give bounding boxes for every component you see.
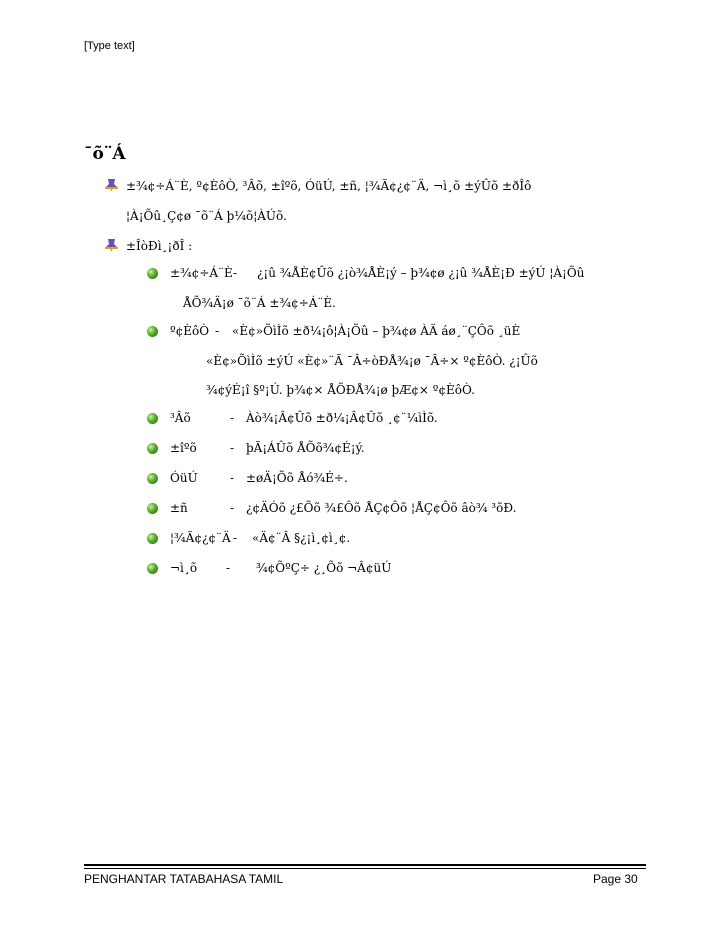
green-ball-icon xyxy=(147,268,158,279)
item-dash: - xyxy=(226,561,231,575)
item-term: ±¾¢÷Á¨È xyxy=(170,266,233,280)
header-placeholder: [Type text] xyxy=(84,40,135,52)
footer-rule-thick xyxy=(84,864,646,866)
green-ball-icon xyxy=(147,473,158,484)
item-dash: - xyxy=(230,411,235,425)
pushpin-icon xyxy=(104,177,119,192)
item-text: ¿¢ÄÓõ ¿£Õõ ¾£Ôõ ÅÇ¢Ôõ ¦ÅÇ¢Ôõ âò¾ ³õÐ. xyxy=(246,501,517,515)
pushpin-icon xyxy=(104,237,119,252)
item-term: ±îºõ xyxy=(170,441,197,455)
item-dash: - xyxy=(230,441,235,455)
item-term: ÓüÚ xyxy=(170,471,198,485)
bullet-text-line-2: ¦À¡Õû¸Ç¢ø ¯õ¨Á þ¼õ¦ÀÚõ. xyxy=(126,209,287,223)
item-text: Àò¾¡Â¢Ûõ ±ð¼¡Â¢Ûõ ¸¢¨¼ìÌõ. xyxy=(246,411,438,425)
item-text-continued: ÅÕ¾Ä¡ø ¯õ¨Á ±¾¢÷Á¨È. xyxy=(183,296,336,310)
item-dash: - xyxy=(230,501,235,515)
item-text: «Ä¢¨Â §¿¡ì¸¢ì¸¢. xyxy=(252,531,351,545)
item-term: ¦¾Ã¢¿¢¨Ä xyxy=(170,531,231,545)
item-text: ¾¢ÕºÇ÷ ¿¸Õõ ¬Â¢üÚ xyxy=(256,561,392,575)
item-text: «È¢»ÕìÌõ ±ð¼¡ô¦À¡Õû – þ¾¢ø ÀÄ áø¸¨ÇÔõ ¸üÈ xyxy=(232,324,521,338)
green-ball-icon xyxy=(147,533,158,544)
item-text-continued: «È¢»ÕìÌõ ±ýÚ «È¢»¨Ã ¯Â÷òÐÅ¾¡ø ¯Â÷× º¢ÈôÒ. ¿¡Ûõ xyxy=(206,354,538,368)
green-ball-icon xyxy=(147,326,158,337)
section-heading: ¯õ¨Á xyxy=(84,144,126,164)
item-text: þÃ¡ÁÛõ ÅÕõ¾¢É¡ý. xyxy=(246,441,365,455)
item-term: ±ñ xyxy=(170,501,188,515)
green-ball-icon xyxy=(147,563,158,574)
item-dash: - xyxy=(230,471,235,485)
item-text-continued: ¾¢ýÉ¡î §º¡Ú. þ¾¢× ÅÕÐÅ¾¡ø þÆ¢× º¢ÈôÒ. xyxy=(206,383,475,397)
footer-page-number: Page 30 xyxy=(593,872,638,886)
item-text: ±øÄ¡Õõ Åó¾É÷. xyxy=(246,471,348,485)
green-ball-icon xyxy=(147,503,158,514)
examples-label: ±ÎòÐì¸¡ðÎ : xyxy=(126,239,193,253)
green-ball-icon xyxy=(147,443,158,454)
footer-title: PENGHANTAR TATABAHASA TAMIL xyxy=(84,872,284,886)
item-term: ¬ì¸õ xyxy=(170,561,198,575)
item-dash: - xyxy=(215,324,220,338)
footer-rule-thin xyxy=(84,868,646,869)
item-dash: - xyxy=(233,266,238,280)
item-text: ¿¡û ¾ÅÈ¢Ûõ ¿¡ò¾ÅÈ¡ý – þ¾¢ø ¿¡û ¾ÅÈ¡Ð ±ýÚ ¦À¡Õû xyxy=(257,266,585,280)
item-term: º¢ÈôÒ xyxy=(170,324,210,338)
bullet-text-line-1: ±¾¢÷Á¨È, º¢ÈôÒ, ³Âõ, ±îºõ, ÓüÚ, ±ñ, ¦¾Ã¢¿¢¨Ä, ¬ì¸õ ±ýÛõ ±ðÎô xyxy=(126,179,532,193)
green-ball-icon xyxy=(147,413,158,424)
item-term: ³Âõ xyxy=(170,411,191,425)
item-dash: - xyxy=(233,531,238,545)
